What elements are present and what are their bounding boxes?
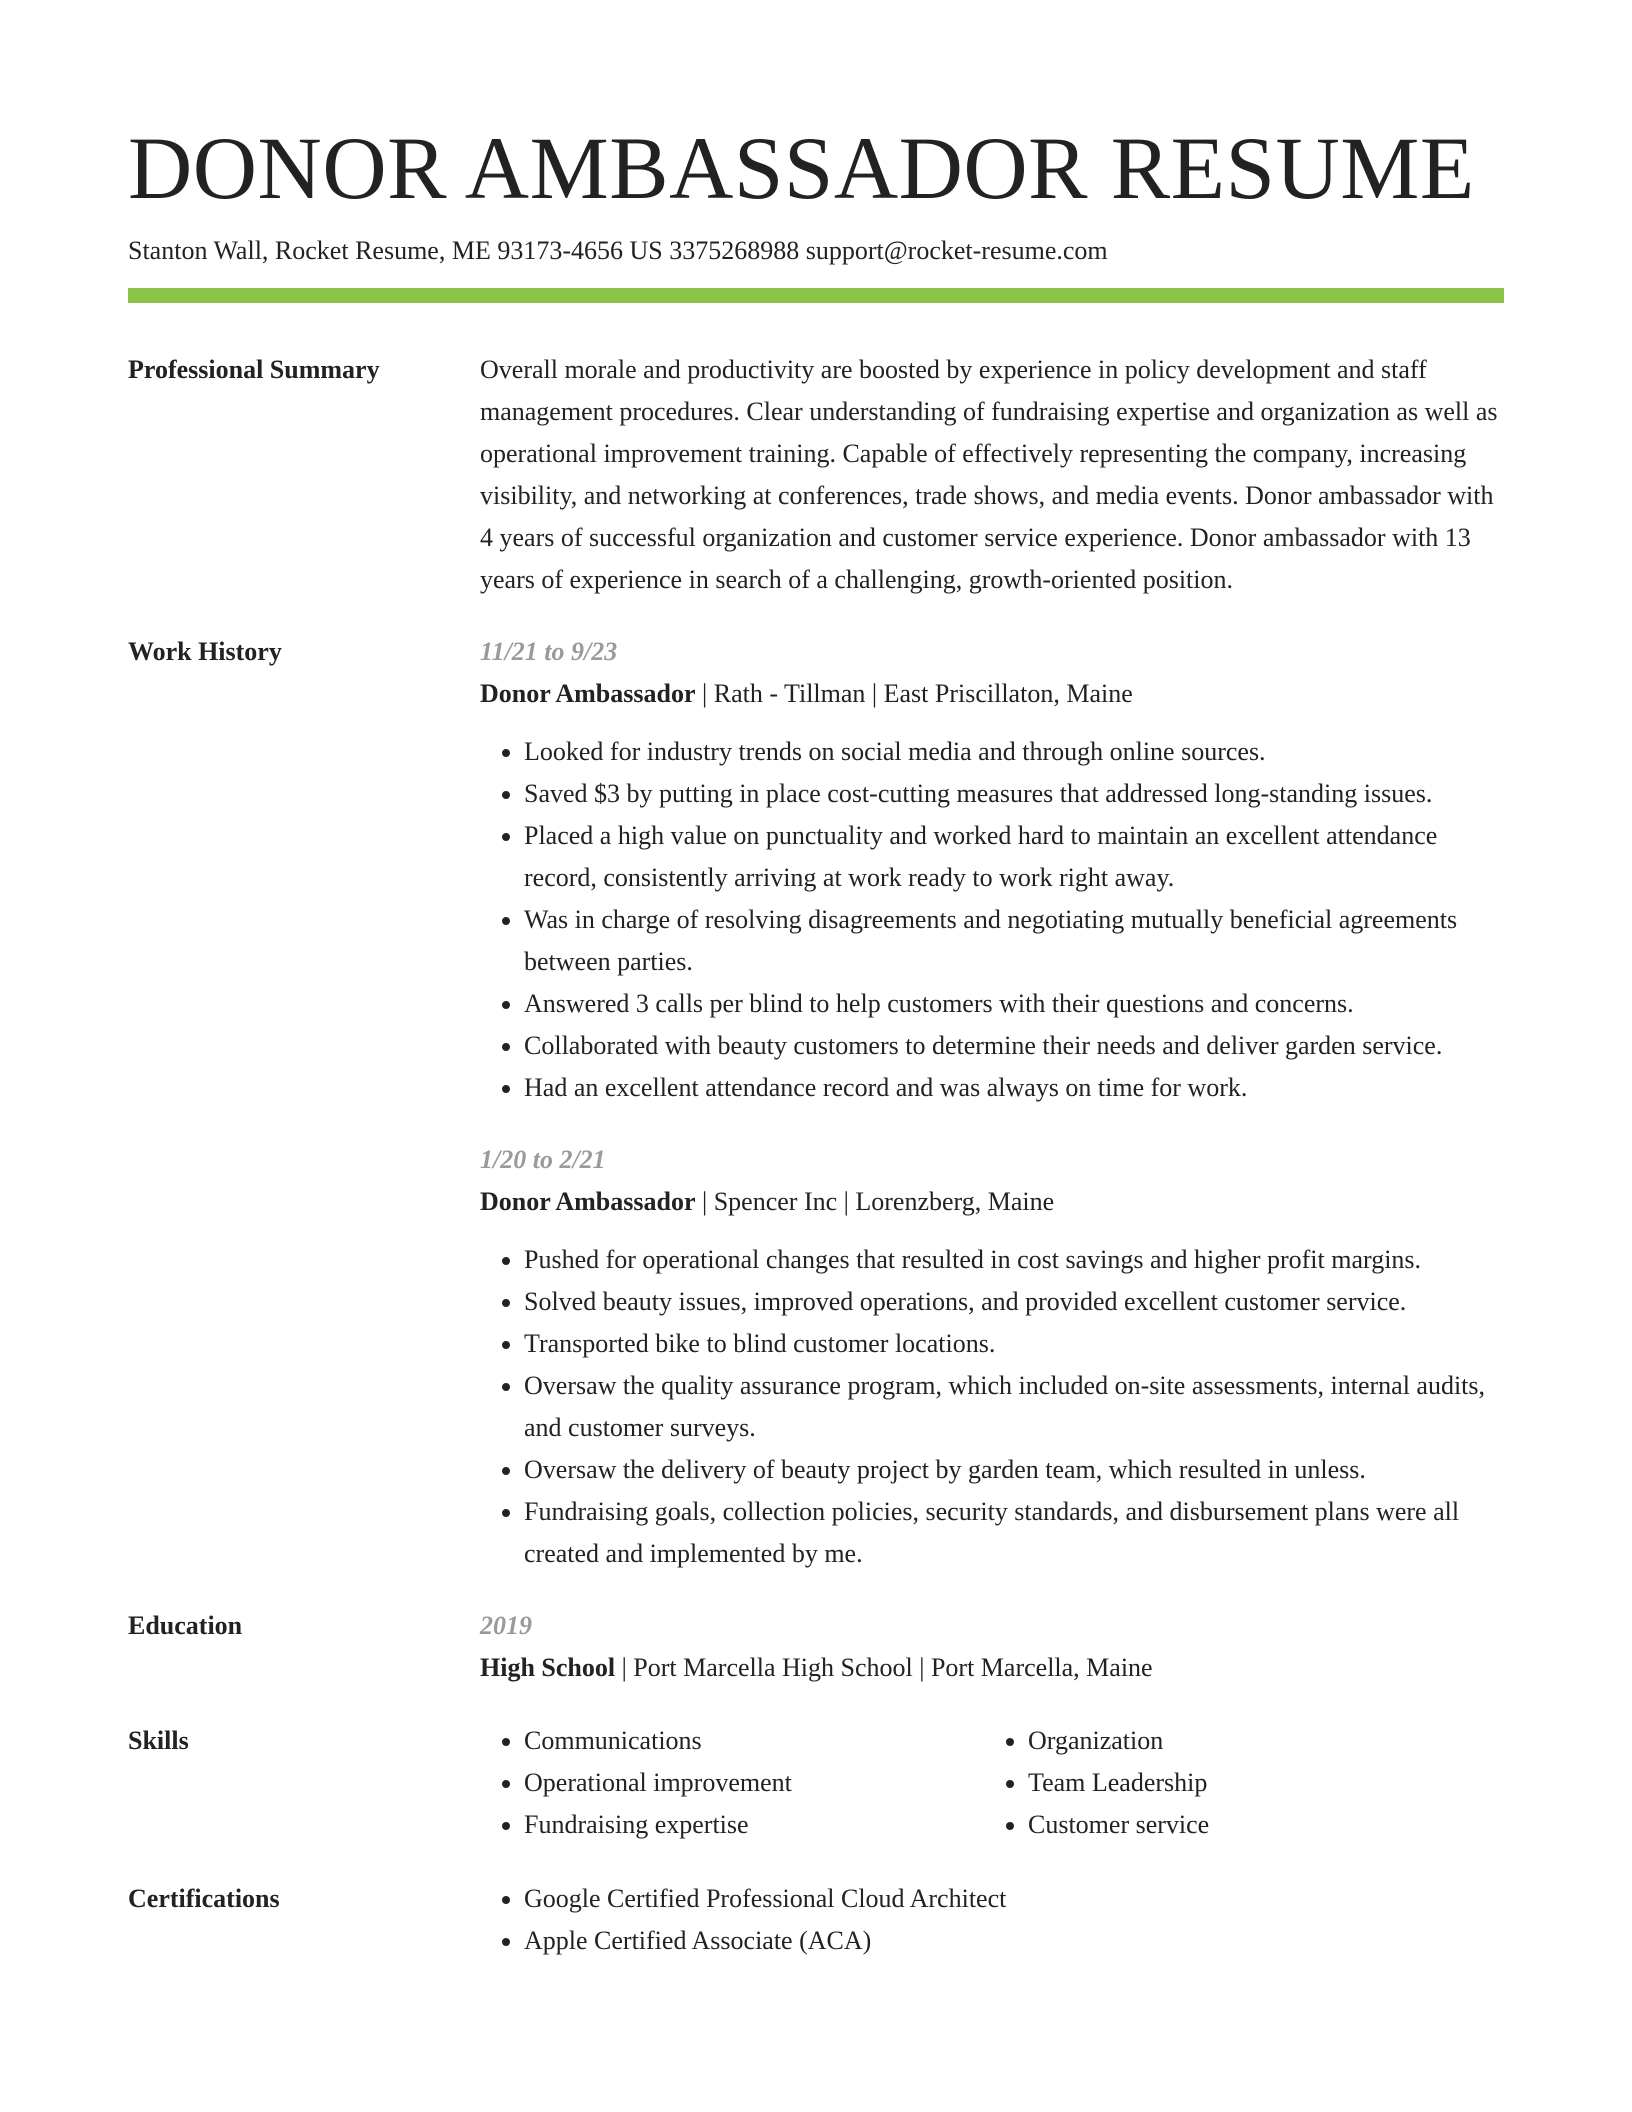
certification-item: • Apple Certified Associate (ACA) bbox=[524, 1920, 1504, 1962]
certifications-list bbox=[480, 1878, 1504, 1962]
job-role: Donor Ambassador bbox=[480, 679, 696, 708]
summary-section bbox=[128, 349, 1504, 601]
certification-item: • Google Certified Professional Cloud Architect bbox=[524, 1878, 1504, 1920]
job-entry bbox=[480, 1139, 1504, 1575]
job-bullet: • Answered 3 calls per blind to help customers with their questions and concerns. bbox=[524, 983, 1504, 1025]
skill-item: • Customer service bbox=[1028, 1804, 1488, 1846]
resume-title: DONOR AMBASSADOR RESUME bbox=[128, 120, 1475, 218]
job-bullet: • Transported bike to blind customer locations. bbox=[524, 1323, 1504, 1365]
job-bullet: • Fundraising goals, collection policies, security standards, and disbursement plans were all created and implemented by me. bbox=[524, 1491, 1504, 1575]
section-title-education: Education bbox=[128, 1611, 243, 1640]
certifications-section bbox=[128, 1878, 1504, 1962]
skills-section bbox=[128, 1720, 1504, 1846]
job-bullet: • Looked for industry trends on social media and through online sources. bbox=[524, 731, 1504, 773]
job-bullet: • Oversaw the delivery of beauty project by garden team, which resulted in unless. bbox=[524, 1449, 1504, 1491]
job-bullet: • Collaborated with beauty customers to determine their needs and deliver garden service. bbox=[524, 1025, 1504, 1067]
education-degree: High School bbox=[480, 1653, 616, 1682]
job-title-line bbox=[480, 673, 1504, 715]
job-entry bbox=[480, 631, 1504, 1109]
education-line bbox=[480, 1647, 1504, 1689]
skill-item: • Operational improvement bbox=[524, 1762, 984, 1804]
job-bullets bbox=[480, 731, 1504, 1109]
education-year: 2019 bbox=[480, 1611, 532, 1640]
job-bullet: • Was in charge of resolving disagreements and negotiating mutually beneficial agreements between parties. bbox=[524, 899, 1504, 983]
job-bullet: • Saved $3 by putting in place cost-cutting measures that addressed long-standing issues. bbox=[524, 773, 1504, 815]
job-title-line bbox=[480, 1181, 1504, 1223]
section-title-summary: Professional Summary bbox=[128, 355, 380, 384]
section-title-work-history: Work History bbox=[128, 637, 282, 666]
job-bullet: • Had an excellent attendance record and was always on time for work. bbox=[524, 1067, 1504, 1109]
skills-grid bbox=[480, 1720, 1504, 1846]
skills-column-left bbox=[480, 1720, 984, 1846]
contact-line: Stanton Wall, Rocket Resume, ME 93173-4656 US 3375268988 support@rocket-resume.com bbox=[128, 236, 1108, 265]
job-bullet: • Oversaw the quality assurance program, which included on-site assessments, internal audits, and customer surveys. bbox=[524, 1365, 1504, 1449]
job-details: | Rath - Tillman | East Priscillaton, Maine bbox=[695, 679, 1133, 708]
skill-item: • Team Leadership bbox=[1028, 1762, 1488, 1804]
header-accent-rule bbox=[128, 288, 1504, 303]
job-details: | Spencer Inc | Lorenzberg, Maine bbox=[695, 1187, 1055, 1216]
job-dates: 1/20 to 2/21 bbox=[480, 1145, 606, 1174]
skills-column-right bbox=[984, 1720, 1488, 1846]
job-dates: 11/21 to 9/23 bbox=[480, 637, 618, 666]
job-bullets bbox=[480, 1239, 1504, 1575]
education-details: | Port Marcella High School | Port Marcella, Maine bbox=[615, 1653, 1153, 1682]
work-history-section bbox=[128, 631, 1504, 1575]
education-section bbox=[128, 1605, 1504, 1689]
skill-item: • Communications bbox=[524, 1720, 984, 1762]
skill-item: • Fundraising expertise bbox=[524, 1804, 984, 1846]
summary-text: Overall morale and productivity are boosted by experience in policy development and staff management procedures. Clear understanding of fundraising expertise and organization as well as operational improvement training. Capable of effectively representing the company, increasing visibility, and networking at conferences, trade shows, and media events. Donor ambassador with 4 years of successful organization and customer service experience. Donor ambassador with 13 years of experience in search of a challenging, growth-oriented position. bbox=[480, 355, 1498, 594]
job-bullet: • Pushed for operational changes that resulted in cost savings and higher profit margins. bbox=[524, 1239, 1504, 1281]
job-role: Donor Ambassador bbox=[480, 1187, 696, 1216]
resume-page bbox=[128, 0, 1504, 1962]
job-bullet: • Placed a high value on punctuality and worked hard to maintain an excellent attendance record, consistently arriving at work ready to work right away. bbox=[524, 815, 1504, 899]
section-title-certifications: Certifications bbox=[128, 1884, 280, 1913]
section-title-skills: Skills bbox=[128, 1726, 189, 1755]
job-bullet: • Solved beauty issues, improved operations, and provided excellent customer service. bbox=[524, 1281, 1504, 1323]
skill-item: • Organization bbox=[1028, 1720, 1488, 1762]
